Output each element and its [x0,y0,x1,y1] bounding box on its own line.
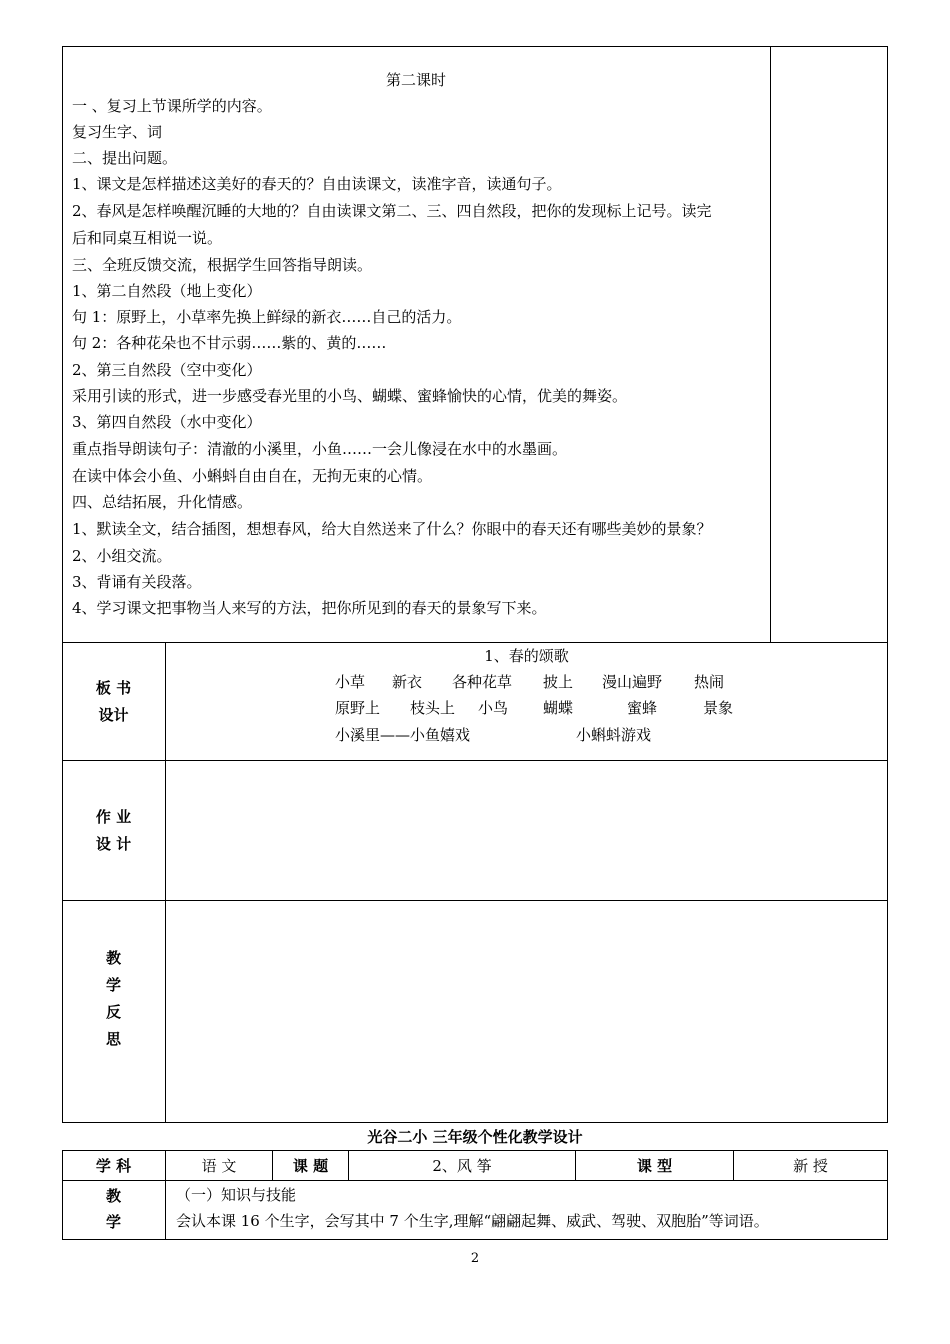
board-word: 小溪里——小鱼嬉戏 [335,726,471,744]
lesson-line: 1、第二自然段（地上变化） [72,282,262,300]
type-value: 新 授 [793,1157,828,1175]
board-word: 蝴蝶 [543,699,574,717]
lesson-line: 2、第三自然段（空中变化） [72,361,262,379]
subject-value: 语 文 [201,1157,237,1175]
lesson-line: 2、小组交流。 [72,547,172,565]
lesson-line: 句 1：原野上，小草率先换上鲜绿的新衣……自己的活力。 [72,308,462,326]
lesson-line: 一 、复习上节课所学的内容。 [72,97,272,115]
lesson-line: 3、第四自然段（水中变化） [72,413,262,431]
lesson-line: 采用引读的形式，进一步感受春光里的小鸟、蝴蝶、蜜蜂愉快的心情，优美的舞姿。 [72,387,628,405]
goal-line: 会认本课 16 个生字，会写其中 7 个生字,理解“翩翩起舞、威武、驾驶、双胞胎”等词语。 [176,1212,769,1230]
board-word: 原野上 [335,699,381,717]
subject-label: 学 科 [95,1157,132,1175]
board-word: 小草 [335,673,366,691]
lesson-line: 后和同桌互相说一说。 [72,229,223,247]
board-word: 热闹 [694,673,725,691]
board-word: 小蝌蚪游戏 [576,726,652,744]
homework-label: 设 计 [95,835,132,853]
goal-char: 教 [105,1187,121,1205]
page-number: 2 [470,1251,480,1266]
lesson-line: 句 2：各种花朵也不甘示弱……紫的、黄的…… [72,334,387,352]
board-word: 新衣 [392,673,423,691]
homework-label: 作 业 [95,808,132,826]
board-word: 蜜蜂 [627,699,658,717]
lesson-line: 重点指导朗读句子：清澈的小溪里，小鱼……一会儿像浸在水中的水墨画。 [72,440,568,458]
goal-char: 学 [105,1213,121,1231]
board-word: 枝头上 [410,699,456,717]
lesson-heading: 第二课时 [385,71,446,89]
board-word: 各种花草 [452,673,513,691]
plan-title: 光谷二小 三年级个性化教学设计 [367,1128,583,1146]
goal-line: （一）知识与技能 [176,1186,297,1204]
reflection-char: 思 [105,1030,121,1048]
lesson-line: 二、提出问题。 [72,149,178,167]
board-label: 设计 [98,706,129,724]
lesson-line: 4、学习课文把事物当人来写的方法，把你所见到的春天的景象写下来。 [72,599,547,617]
board-title: 1、春的颂歌 [484,647,569,665]
lesson-line: 1、默读全文，结合插图，想想春风，给大自然送来了什么？你眼中的春天还有哪些美妙的景象？ [72,520,712,538]
lesson-line: 3、背诵有关段落。 [72,573,202,591]
lesson-line: 在读中体会小鱼、小蝌蚪自由自在，无拘无束的心情。 [72,467,433,485]
lesson-line: 2、春风是怎样唤醒沉睡的大地的？自由读课文第二、三、四自然段，把你的发现标上记号。读完 [72,202,712,220]
lesson-line: 1、课文是怎样描述这美好的春天的？自由读课文，读准字音，读通句子。 [72,175,562,193]
reflection-char: 反 [105,1003,121,1021]
board-word: 小鸟 [478,699,509,717]
type-label: 课 型 [636,1157,673,1175]
lesson-line: 复习生字、词 [72,123,163,141]
board-word: 景象 [703,699,734,717]
board-word: 披上 [543,673,574,691]
board-label: 板 书 [95,679,132,697]
reflection-char: 学 [105,976,121,994]
lesson-line: 三、全班反馈交流，根据学生回答指导朗读。 [72,256,373,274]
reflection-char: 教 [105,949,121,967]
topic-label: 课 题 [292,1157,329,1175]
topic-value: 2、风 筝 [432,1157,492,1175]
lesson-line: 四、总结拓展，升化情感。 [72,493,253,511]
board-word: 漫山遍野 [602,673,663,691]
